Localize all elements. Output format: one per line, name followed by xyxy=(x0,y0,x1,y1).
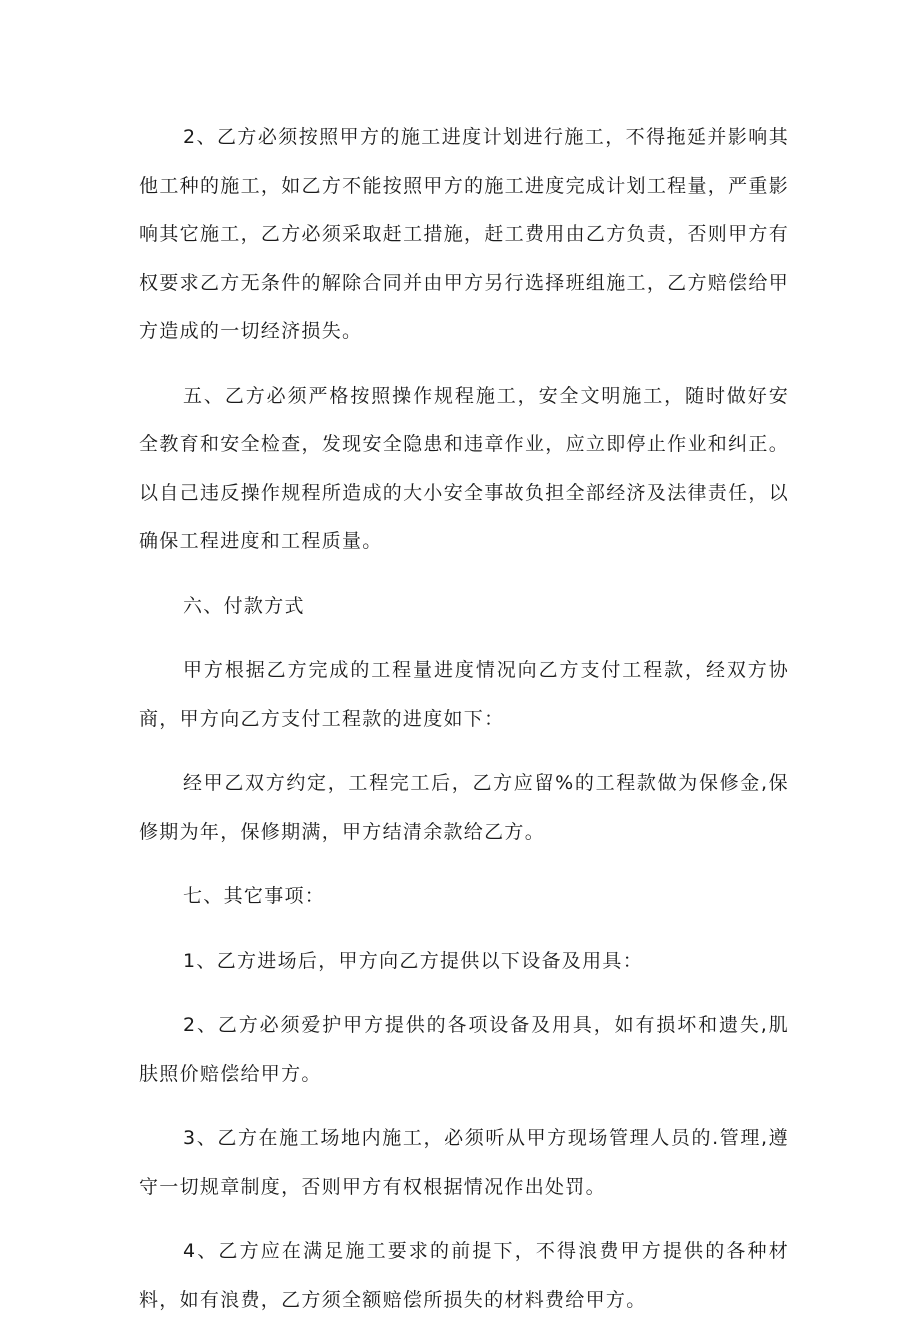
paragraph-payment-progress: 甲方根据乙方完成的工程量进度情况向乙方支付工程款，经双方协商，甲方向乙方支付工程款的进度如下： xyxy=(139,659,789,730)
paragraph-warranty-deposit: 经甲乙双方约定，工程完工后，乙方应留%的工程款做为保修金,保修期为年，保修期满，甲方结清余款给乙方。 xyxy=(139,772,789,843)
paragraph-equipment-provided: 1、乙方进场后，甲方向乙方提供以下设备及用具： xyxy=(183,949,643,972)
paragraph-material-waste: 4、乙方应在满足施工要求的前提下，不得浪费甲方提供的各种材料，如有浪费，乙方须全额赔偿所损失的材料费给甲方。 xyxy=(139,1240,789,1311)
heading-section-six-payment: 六、付款方式 xyxy=(183,594,305,617)
paragraph-site-management: 3、乙方在施工场地内施工，必须听从甲方现场管理人员的.管理,遵守一切规章制度，否则甲方有权根据情况作出处罚。 xyxy=(139,1127,789,1198)
paragraph-section-five-safety: 五、乙方必须严格按照操作规程施工，安全文明施工，随时做好安全教育和安全检查，发现安全隐患和违章作业，应立即停止作业和纠正。以自己违反操作规程所造成的大小安全事故负担全部经济及法律责任，以确保工程进度和工程质量。 xyxy=(139,384,789,552)
document-body xyxy=(139,113,789,1340)
heading-section-seven-other: 七、其它事项： xyxy=(183,885,326,907)
paragraph-delay-clause: 2、乙方必须按照甲方的施工进度计划进行施工，不得拖延并影响其他工种的施工，如乙方不能按照甲方的施工进度完成计划工程量，严重影响其它施工，乙方必须采取赶工措施，赶工费用由乙方负责，否则甲方有权要求乙方无条件的解除合同并由甲方另行选择班组施工，乙方赔偿给甲方造成的一切经济损失。 xyxy=(139,126,789,342)
paragraph-equipment-care: 2、乙方必须爱护甲方提供的各项设备及用具，如有损坏和遗失,肌肤照价赔偿给甲方。 xyxy=(139,1014,789,1085)
